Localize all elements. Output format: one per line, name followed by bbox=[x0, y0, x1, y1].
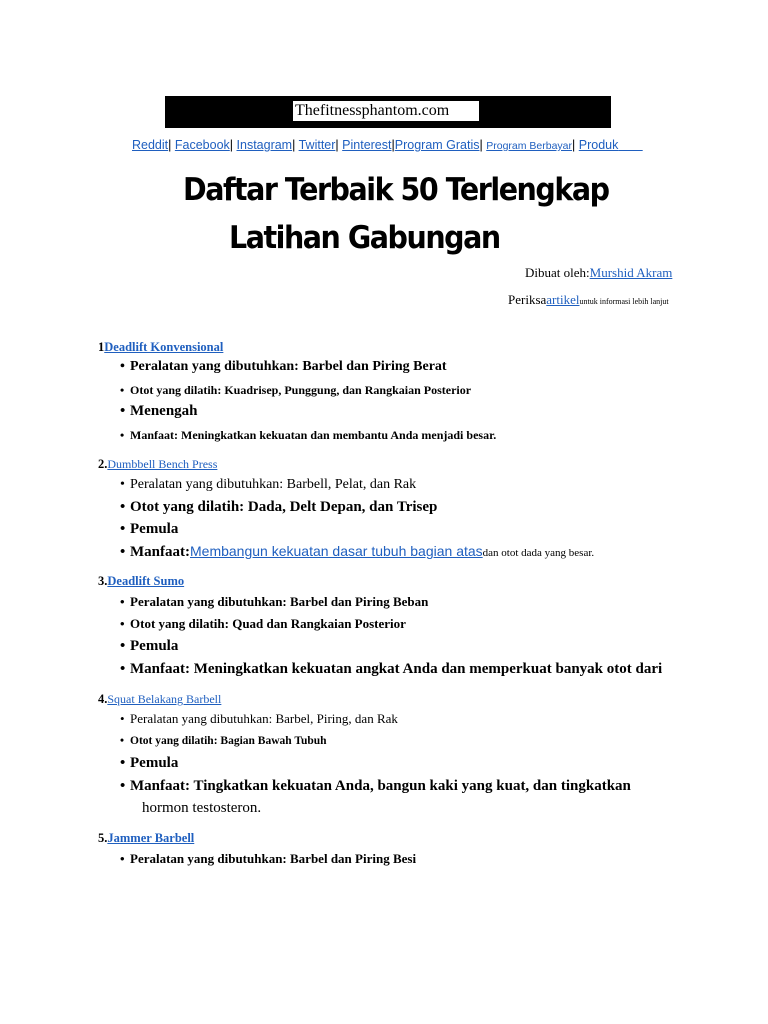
nav-link-instagram[interactable]: Instagram bbox=[236, 138, 293, 152]
list-item: • Otot yang dilatih: Quad dan Rangkaian Posterior bbox=[120, 616, 406, 631]
nav-link-reddit[interactable]: Reddit bbox=[132, 138, 169, 152]
exercise-link-squat-belakang-barbell[interactable]: Squat Belakang Barbell bbox=[107, 692, 222, 706]
social-nav bbox=[132, 138, 643, 152]
nav-separator: | bbox=[229, 138, 237, 152]
item-text: Pemula bbox=[130, 521, 179, 537]
item-text: Peralatan yang dibutuhkan: Barbel dan Piring Berat bbox=[130, 359, 447, 374]
nav-separator: | bbox=[572, 138, 579, 152]
item-text: Manfaat: Meningkatkan kekuatan dan membantu Anda menjadi besar. bbox=[130, 428, 497, 442]
list-item: • Otot yang dilatih: Dada, Delt Depan, dan Trisep bbox=[120, 499, 438, 515]
nav-separator: | bbox=[479, 138, 487, 152]
section-heading-2 bbox=[98, 457, 217, 472]
list-item: • Peralatan yang dibutuhkan: Barbel dan Piring Berat bbox=[120, 359, 447, 374]
item-text: Otot yang dilatih: Kuadrisep, Punggung, dan Rangkaian Posterior bbox=[130, 383, 472, 397]
item-text: Peralatan yang dibutuhkan: Barbel dan Piring Beban bbox=[130, 594, 429, 609]
list-item: • Pemula bbox=[120, 755, 179, 771]
list-item: • Manfaat:Membangun kekuatan dasar tubuh bagian atasdan otot dada yang besar. bbox=[120, 543, 595, 560]
nav-link-facebook[interactable]: Facebook bbox=[174, 138, 230, 152]
item-text: Otot yang dilatih: Dada, Delt Depan, dan Trisep bbox=[130, 499, 438, 515]
item-text-tail: dan otot dada yang besar. bbox=[482, 547, 595, 559]
article-note-prefix: Periksa bbox=[508, 292, 547, 307]
item-text: Peralatan yang dibutuhkan: Barbell, Pelat, dan Rak bbox=[130, 477, 417, 492]
nav-separator: | bbox=[292, 138, 299, 152]
article-note bbox=[508, 292, 669, 308]
author-link[interactable]: Murshid Akram bbox=[589, 265, 673, 280]
section-heading-4 bbox=[98, 692, 221, 707]
list-item-continuation: hormon testosteron. bbox=[142, 800, 262, 816]
nav-link-produk[interactable]: Produk bbox=[578, 138, 619, 152]
exercise-link-dumbbell-bench-press[interactable]: Dumbbell Bench Press bbox=[107, 457, 218, 471]
nav-separator: | bbox=[168, 138, 175, 152]
page-title-line-2: Latihan Gabungan bbox=[229, 220, 500, 256]
list-item: • Pemula bbox=[120, 521, 179, 537]
item-text: Menengah bbox=[130, 403, 198, 419]
list-item: • Peralatan yang dibutuhkan: Barbel dan Piring Beban bbox=[120, 594, 429, 609]
article-note-suffix: untuk informasi lebih lanjut bbox=[579, 297, 669, 306]
section-heading-1 bbox=[98, 340, 223, 355]
section-number: 3. bbox=[98, 574, 108, 588]
list-item: • Peralatan yang dibutuhkan: Barbel, Piring, dan Rak bbox=[120, 711, 398, 726]
section-number: 4. bbox=[98, 692, 108, 706]
site-banner bbox=[165, 96, 611, 128]
section-number: 5. bbox=[98, 831, 108, 845]
list-item: • Pemula bbox=[120, 638, 179, 654]
item-text: Otot yang dilatih: Bagian Bawah Tubuh bbox=[130, 735, 327, 747]
nav-separator: | bbox=[391, 138, 395, 152]
site-name: Thefitnessphantom.com bbox=[293, 101, 479, 121]
list-item: • Manfaat: Meningkatkan kekuatan angkat Anda dan memperkuat banyak otot dari bbox=[120, 661, 663, 677]
section-number: 1 bbox=[98, 340, 105, 354]
section-number: 2. bbox=[98, 457, 108, 471]
nav-separator: | bbox=[335, 138, 343, 152]
list-item: • Peralatan yang dibutuhkan: Barbel dan Piring Besi bbox=[120, 851, 417, 866]
item-text: Manfaat: bbox=[130, 544, 190, 560]
nav-link-program-gratis[interactable]: Program Gratis bbox=[394, 138, 480, 152]
nav-link-pinterest[interactable]: Pinterest bbox=[342, 138, 392, 152]
item-text: Peralatan yang dibutuhkan: Barbel dan Piring Besi bbox=[130, 851, 417, 866]
byline bbox=[525, 265, 672, 281]
item-text: Pemula bbox=[130, 638, 179, 654]
article-link[interactable]: artikel bbox=[546, 292, 580, 307]
list-item: • Peralatan yang dibutuhkan: Barbell, Pelat, dan Rak bbox=[120, 477, 417, 492]
exercise-link-jammer-barbell[interactable]: Jammer Barbell bbox=[107, 831, 195, 845]
page-title-line-1: Daftar Terbaik 50 Terlengkap bbox=[183, 172, 609, 208]
byline-prefix: Dibuat oleh: bbox=[525, 265, 590, 280]
item-text: Pemula bbox=[130, 755, 179, 771]
nav-link-trailing-space[interactable] bbox=[618, 138, 642, 152]
exercise-link-deadlift-konvensional[interactable]: Deadlift Konvensional bbox=[104, 340, 224, 354]
list-item: • Otot yang dilatih: Bagian Bawah Tubuh bbox=[120, 735, 327, 747]
nav-link-program-berbayar[interactable]: Program Berbayar bbox=[486, 140, 573, 152]
list-item: • Manfaat: Meningkatkan kekuatan dan membantu Anda menjadi besar. bbox=[120, 428, 497, 442]
item-text: Peralatan yang dibutuhkan: Barbel, Piring, dan Rak bbox=[130, 711, 398, 726]
section-heading-5 bbox=[98, 831, 194, 846]
benefit-link[interactable]: Membangun kekuatan dasar tubuh bagian atas bbox=[190, 543, 483, 559]
item-text: Manfaat: Tingkatkan kekuatan Anda, bangun kaki yang kuat, dan tingkatkan bbox=[130, 778, 631, 794]
section-heading-3 bbox=[98, 574, 184, 589]
item-text: Otot yang dilatih: Quad dan Rangkaian Posterior bbox=[130, 616, 406, 631]
list-item: • Manfaat: Tingkatkan kekuatan Anda, bangun kaki yang kuat, dan tingkatkan bbox=[120, 778, 631, 794]
item-text: Manfaat: Meningkatkan kekuatan angkat Anda dan memperkuat banyak otot dari bbox=[130, 661, 663, 677]
nav-link-twitter[interactable]: Twitter bbox=[298, 138, 336, 152]
exercise-link-deadlift-sumo[interactable]: Deadlift Sumo bbox=[107, 574, 185, 588]
list-item: • Menengah bbox=[120, 403, 198, 419]
list-item: • Otot yang dilatih: Kuadrisep, Punggung, dan Rangkaian Posterior bbox=[120, 383, 472, 397]
